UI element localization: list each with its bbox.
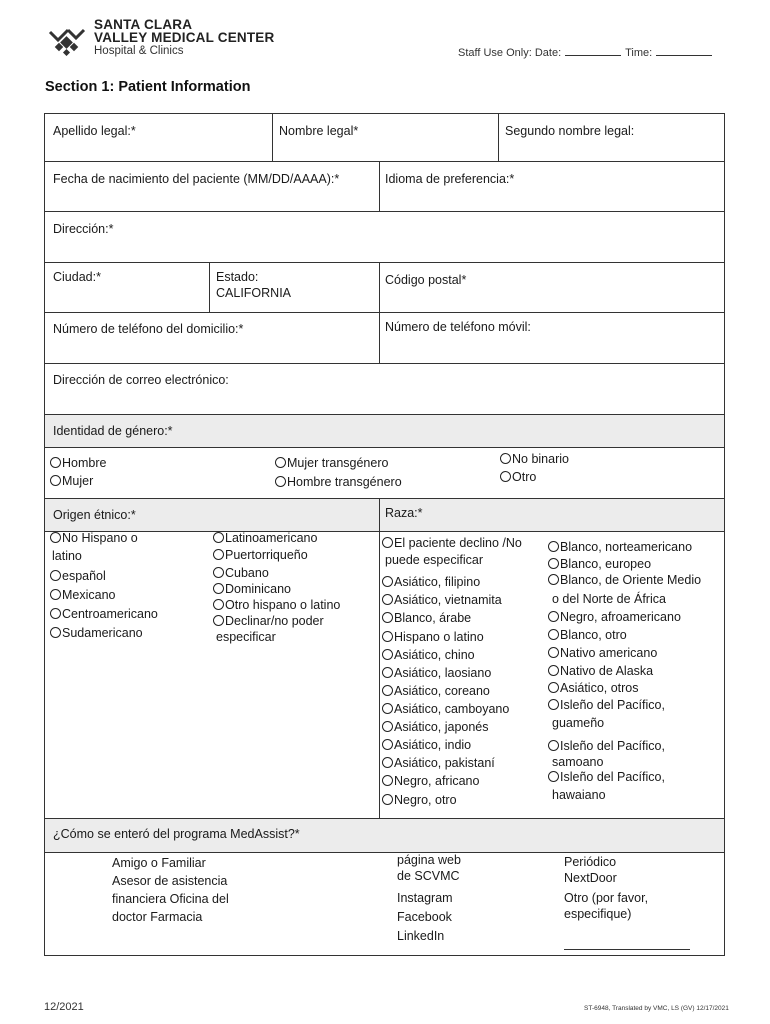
- col-divider: [379, 498, 380, 818]
- gender-option[interactable]: Otro: [500, 470, 536, 485]
- radio-icon[interactable]: [548, 665, 559, 676]
- gender-option[interactable]: No binario: [500, 452, 569, 467]
- ethnicity-option[interactable]: Otro hispano o latino: [213, 598, 340, 613]
- race-option-cont: o del Norte de África: [552, 592, 666, 606]
- staff-date-label: Staff Use Only: Date:: [458, 47, 562, 59]
- radio-icon[interactable]: [382, 594, 393, 605]
- radio-icon[interactable]: [548, 558, 559, 569]
- radio-icon[interactable]: [50, 589, 61, 600]
- race-option[interactable]: Blanco, otro: [548, 628, 627, 643]
- footer-form-id: ST-6948, Translated by VMC, LS (GV) 12/17/2021: [584, 1005, 729, 1012]
- race-option[interactable]: Asiático, laosiano: [382, 666, 491, 681]
- radio-icon[interactable]: [50, 475, 61, 486]
- radio-icon[interactable]: [548, 699, 559, 710]
- estado-value: CALIFORNIA: [216, 286, 292, 300]
- race-option[interactable]: Isleño del Pacífico,: [548, 770, 665, 785]
- org-name-line1: SANTA CLARA: [94, 17, 193, 32]
- radio-icon[interactable]: [50, 532, 61, 543]
- race-option[interactable]: Blanco, europeo: [548, 557, 651, 572]
- race-option-cont: samoano: [552, 755, 604, 769]
- radio-icon[interactable]: [382, 757, 393, 768]
- patient-info-form: [44, 113, 725, 956]
- col-divider: [379, 312, 380, 363]
- staff-time-field[interactable]: [656, 47, 712, 56]
- ethnicity-option[interactable]: Cubano: [213, 566, 269, 581]
- medassist-option[interactable]: Asesor de asistencia: [112, 874, 228, 888]
- race-option[interactable]: Isleño del Pacífico,: [548, 739, 665, 754]
- radio-icon[interactable]: [382, 685, 393, 696]
- idioma-label: Idioma de preferencia:*: [385, 172, 515, 186]
- ethnicity-option[interactable]: Centroamericano: [50, 607, 158, 622]
- radio-icon[interactable]: [382, 612, 393, 623]
- race-option[interactable]: Blanco, árabe: [382, 611, 471, 626]
- race-option-cont: hawaiano: [552, 788, 606, 802]
- row-divider: [45, 818, 724, 819]
- ethnicity-option-cont: especificar: [216, 630, 276, 644]
- tel-domicilio-label: Número de teléfono del domicilio:*: [53, 322, 244, 336]
- org-name-line3: Hospital & Clinics: [94, 45, 184, 57]
- race-option-cont: puede especificar: [385, 553, 483, 567]
- footer-date: 12/2021: [44, 1001, 84, 1013]
- radio-icon[interactable]: [548, 629, 559, 640]
- radio-icon[interactable]: [213, 567, 224, 578]
- radio-icon[interactable]: [382, 649, 393, 660]
- ethnicity-option[interactable]: Dominicano: [213, 582, 291, 597]
- ethnicity-option[interactable]: Mexicano: [50, 588, 116, 603]
- row-divider: [45, 852, 724, 853]
- staff-use-only: [458, 47, 716, 59]
- ethnicity-option[interactable]: español: [50, 569, 106, 584]
- medassist-option[interactable]: Amigo o Familiar: [112, 856, 206, 870]
- race-option[interactable]: Asiático, otros: [548, 681, 639, 696]
- apellido-label: Apellido legal:*: [53, 124, 136, 138]
- medassist-col3: [564, 854, 690, 954]
- gender-option[interactable]: Mujer: [50, 474, 93, 489]
- race-option[interactable]: Nativo americano: [548, 646, 657, 661]
- medassist-option[interactable]: página web: [397, 853, 461, 867]
- ethnicity-option[interactable]: Latinoamericano: [213, 531, 317, 546]
- medassist-option[interactable]: Periódico: [564, 855, 617, 869]
- raza-label: Raza:*: [385, 506, 423, 520]
- staff-time-label: Time:: [625, 47, 653, 59]
- radio-icon[interactable]: [50, 570, 61, 581]
- ethnicity-option[interactable]: Declinar/no poder: [213, 614, 324, 629]
- radio-icon[interactable]: [548, 771, 559, 782]
- row-divider: [45, 414, 724, 415]
- race-option[interactable]: Negro, africano: [382, 774, 479, 789]
- row-divider: [45, 498, 724, 499]
- nombre-label: Nombre legal*: [279, 124, 359, 138]
- gender-label: Identidad de género:*: [53, 424, 173, 438]
- radio-icon[interactable]: [382, 739, 393, 750]
- race-option[interactable]: Negro, otro: [382, 793, 457, 808]
- diamond-logo-icon: [46, 22, 90, 56]
- radio-icon[interactable]: [548, 574, 559, 585]
- radio-icon[interactable]: [548, 740, 559, 751]
- medassist-option[interactable]: financiera Oficina del: [112, 892, 229, 906]
- radio-icon[interactable]: [213, 599, 224, 610]
- medassist-col2: [397, 852, 461, 946]
- race-option[interactable]: Asiático, indio: [382, 738, 471, 753]
- radio-icon[interactable]: [382, 703, 393, 714]
- segundo-nombre-label: Segundo nombre legal:: [505, 124, 635, 138]
- radio-icon[interactable]: [382, 576, 393, 587]
- radio-icon[interactable]: [548, 611, 559, 622]
- medassist-label: ¿Cómo se enteró del programa MedAssist?*: [53, 827, 300, 841]
- row-divider: [45, 211, 724, 212]
- radio-icon[interactable]: [382, 721, 393, 732]
- medassist-option[interactable]: especifique): [564, 907, 632, 921]
- col-divider: [498, 114, 499, 161]
- row-divider: [45, 312, 724, 313]
- col-divider: [379, 262, 380, 312]
- radio-icon[interactable]: [382, 537, 393, 548]
- correo-label: Dirección de correo electrónico:: [53, 373, 229, 387]
- scvmc-logo: [46, 18, 286, 68]
- gender-option[interactable]: Hombre: [50, 456, 106, 471]
- radio-icon[interactable]: [213, 532, 224, 543]
- ciudad-label: Ciudad:*: [53, 270, 101, 284]
- medassist-option[interactable]: de SCVMC: [397, 869, 460, 883]
- race-option[interactable]: Asiático, camboyano: [382, 702, 509, 717]
- race-option[interactable]: Asiático, vietnamita: [382, 593, 502, 608]
- race-option[interactable]: Isleño del Pacífico,: [548, 698, 665, 713]
- origen-etnico-label: Origen étnico:*: [53, 508, 136, 522]
- race-option[interactable]: Asiático, filipino: [382, 575, 480, 590]
- gender-option[interactable]: Mujer transgénero: [275, 456, 388, 471]
- ethnicity-option[interactable]: Sudamericano: [50, 626, 143, 641]
- radio-icon[interactable]: [548, 682, 559, 693]
- race-option[interactable]: Hispano o latino: [382, 630, 484, 645]
- row-divider: [45, 363, 724, 364]
- radio-icon[interactable]: [213, 549, 224, 560]
- row-divider: [45, 531, 724, 532]
- row-divider: [45, 161, 724, 162]
- radio-icon[interactable]: [275, 457, 286, 468]
- medassist-option[interactable]: LinkedIn: [397, 929, 445, 943]
- radio-icon[interactable]: [275, 476, 286, 487]
- ethnicity-option[interactable]: No Hispano o: [50, 531, 138, 546]
- race-option[interactable]: Asiático, chino: [382, 648, 475, 663]
- race-option[interactable]: El paciente declino /No: [382, 536, 522, 551]
- medassist-option[interactable]: Instagram: [397, 891, 453, 905]
- col-divider: [272, 114, 273, 161]
- radio-icon[interactable]: [382, 794, 393, 805]
- race-option[interactable]: Asiático, coreano: [382, 684, 490, 699]
- radio-icon[interactable]: [382, 631, 393, 642]
- race-option[interactable]: Blanco, norteamericano: [548, 540, 692, 555]
- race-option[interactable]: Nativo de Alaska: [548, 664, 653, 679]
- fecha-nacimiento-label: Fecha de nacimiento del paciente (MM/DD/AAAA):*: [53, 172, 340, 186]
- ethnicity-option-cont: latino: [52, 549, 82, 563]
- radio-icon[interactable]: [548, 541, 559, 552]
- col-divider: [379, 161, 380, 211]
- tel-movil-label: Número de teléfono móvil:: [385, 320, 531, 334]
- radio-icon[interactable]: [548, 647, 559, 658]
- race-option-cont: guameño: [552, 716, 605, 730]
- medassist-option[interactable]: Otro (por favor,: [564, 891, 649, 905]
- radio-icon[interactable]: [382, 667, 393, 678]
- medassist-option[interactable]: doctor Farmacia: [112, 910, 203, 924]
- radio-icon[interactable]: [50, 627, 61, 638]
- col-divider: [209, 262, 210, 312]
- radio-icon[interactable]: [382, 775, 393, 786]
- radio-icon[interactable]: [213, 615, 224, 626]
- direccion-label: Dirección:*: [53, 222, 114, 236]
- race-option[interactable]: Asiático, japonés: [382, 720, 489, 735]
- medassist-option[interactable]: Facebook: [397, 910, 452, 924]
- race-option[interactable]: Asiático, pakistaní: [382, 756, 495, 771]
- medassist-option[interactable]: NextDoor: [564, 871, 617, 885]
- codigo-postal-label: Código postal*: [385, 273, 467, 287]
- radio-icon[interactable]: [213, 583, 224, 594]
- row-divider: [45, 447, 724, 448]
- race-option[interactable]: Blanco, de Oriente Medio: [548, 573, 701, 588]
- estado-label: Estado:: [216, 270, 259, 284]
- medassist-col1: [112, 854, 229, 926]
- radio-icon[interactable]: [500, 471, 511, 482]
- radio-icon[interactable]: [50, 608, 61, 619]
- other-specify-field[interactable]: [564, 949, 690, 950]
- org-name-line2: VALLEY MEDICAL CENTER: [94, 30, 275, 45]
- radio-icon[interactable]: [500, 453, 511, 464]
- staff-date-field[interactable]: [565, 47, 621, 56]
- section-title: Section 1: Patient Information: [45, 79, 251, 95]
- gender-option[interactable]: Hombre transgénero: [275, 475, 402, 490]
- row-divider: [45, 262, 724, 263]
- race-option[interactable]: Negro, afroamericano: [548, 610, 681, 625]
- radio-icon[interactable]: [50, 457, 61, 468]
- ethnicity-option[interactable]: Puertorriqueño: [213, 548, 308, 563]
